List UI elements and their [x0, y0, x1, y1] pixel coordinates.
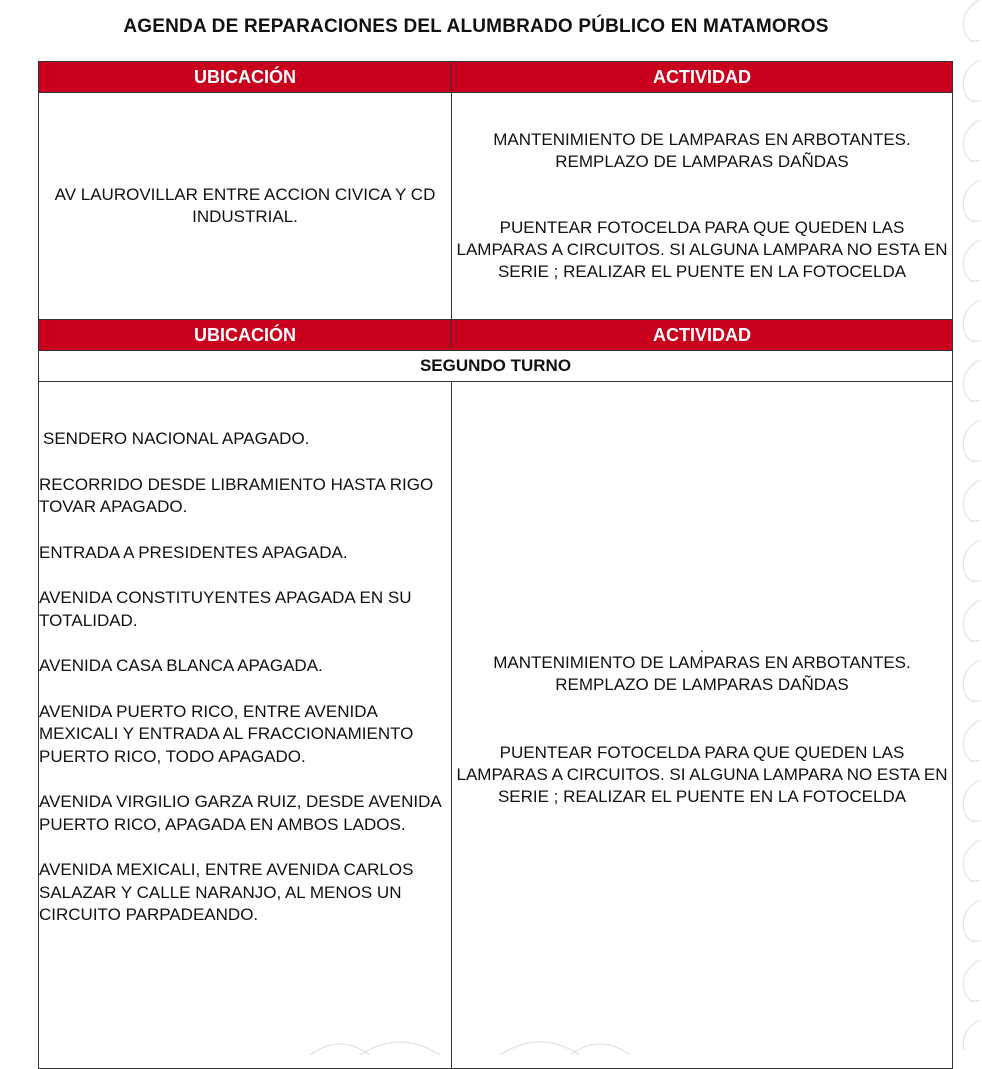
table-row — [39, 382, 953, 1069]
location-item: AVENIDA PUERTO RICO, ENTRE AVENIDA MEXICALI Y ENTRADA AL FRACCIONAMIENTO PUERTO RICO, TODO APAGADO. — [39, 701, 414, 766]
activity-cell — [452, 93, 953, 320]
table-header-row — [39, 62, 953, 93]
activity-photocell-text: PUENTEAR FOTOCELDA PARA QUE QUEDEN LAS LAMPARAS A CIRCUITOS. SI ALGUNA LAMPARA NO ESTA EN SERIE ; REALIZAR EL PUENTE EN LA FOTOCELDA — [456, 743, 948, 806]
activity-maintenance-text: MANTENIMIENTO DE LAMPARAS EN ARBOTANTES. REMPLAZO DE LAMPARAS DAÑDAS — [493, 130, 911, 171]
header-location: UBICACIÓN — [39, 62, 452, 93]
activity-mark: . — [700, 639, 704, 655]
location-item: RECORRIDO DESDE LIBRAMIENTO HASTA RIGO TOVAR APAGADO. — [39, 474, 434, 516]
repair-agenda-table — [38, 61, 953, 1069]
location-list-cell — [39, 382, 452, 1069]
page-title: AGENDA DE REPARACIONES DEL ALUMBRADO PÚBLICO EN MATAMOROS — [123, 16, 829, 37]
activity-maintenance-text: MANTENIMIENTO DE LAMPARAS EN ARBOTANTES. REMPLAZO DE LAMPARAS DAÑDAS — [493, 653, 911, 694]
shift-row — [39, 351, 953, 382]
location-item: AVENIDA VIRGILIO GARZA RUIZ, DESDE AVENIDA PUERTO RICO, APAGADA EN AMBOS LADOS. — [39, 792, 441, 834]
table-row — [39, 93, 953, 320]
location-item: AVENIDA MEXICALI, ENTRE AVENIDA CARLOS SALAZAR Y CALLE NARANJO, AL MENOS UN CIRCUITO PARPADEANDO. — [39, 860, 414, 924]
header-activity: ACTIVIDAD — [452, 320, 953, 351]
header-activity: ACTIVIDAD — [452, 62, 953, 93]
header-location: UBICACIÓN — [39, 320, 452, 351]
shift-label: SEGUNDO TURNO — [39, 351, 953, 382]
location-item: ENTRADA A PRESIDENTES APAGADA. — [39, 542, 348, 562]
location-item: AVENIDA CONSTITUYENTES APAGADA EN SU TOTALIDAD. — [39, 588, 412, 630]
location-item: SENDERO NACIONAL APAGADO. — [43, 429, 310, 448]
activity-photocell-text: PUENTEAR FOTOCELDA PARA QUE QUEDEN LAS LAMPARAS A CIRCUITOS. SI ALGUNA LAMPARA NO ESTA EN SERIE ; REALIZAR EL PUENTE EN LA FOTOCELDA — [456, 218, 948, 281]
location-cell: AV LAUROVILLAR ENTRE ACCION CIVICA Y CD INDUSTRIAL. — [39, 93, 452, 320]
table-header-row — [39, 320, 953, 351]
decorative-border-ornament — [952, 0, 982, 1055]
location-item: AVENIDA CASA BLANCA APAGADA. — [39, 656, 323, 675]
activity-cell — [452, 382, 953, 1069]
